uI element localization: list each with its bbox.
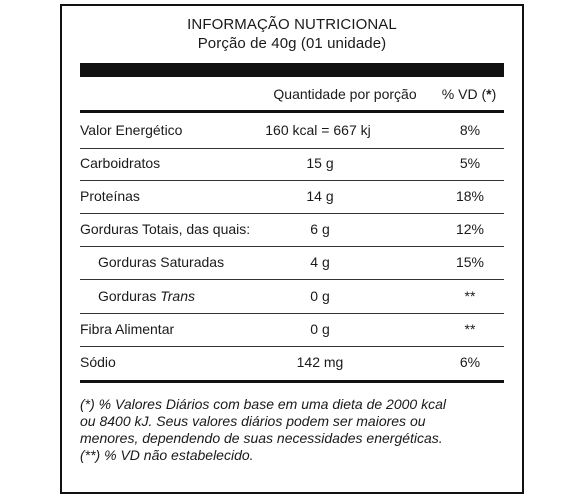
- footnote-line: ou 8400 kJ. Seus valores diários podem ser maiores ou: [80, 413, 426, 429]
- column-header-quantity: Quantidade por porção: [273, 86, 417, 102]
- row-divider: [80, 213, 504, 214]
- serving-size: Porção de 40g (01 unidade): [197, 35, 387, 52]
- nutrient-amount: 4 g: [310, 254, 330, 270]
- nutrient-name: Gorduras Saturadas: [98, 254, 225, 270]
- nutrient-name: Gorduras Totais, das quais:: [80, 221, 251, 237]
- nutrient-amount: 0 g: [310, 288, 330, 304]
- nutrient-name: Proteínas: [80, 188, 140, 204]
- nutrient-name: Fibra Alimentar: [80, 321, 175, 337]
- nutrient-daily-value: 15%: [455, 254, 485, 270]
- nutrient-amount: 160 kcal = 667 kj: [265, 122, 371, 138]
- nutrient-name-prefix: Gorduras: [98, 288, 161, 304]
- nutrient-amount: 0 g: [310, 321, 330, 337]
- footnote-line: (**) % VD não estabelecido.: [80, 447, 254, 463]
- label-title: INFORMAÇÃO NUTRICIONAL: [187, 16, 397, 33]
- nutrient-amount: 142 mg: [296, 354, 344, 370]
- row-divider: [80, 313, 504, 314]
- footer-divider: [80, 380, 504, 383]
- row-divider: [80, 148, 504, 149]
- footnote: [80, 396, 520, 464]
- row-divider: [80, 246, 504, 247]
- footnote-line: (*) % Valores Diários com base em uma dieta de 2000 kcal: [80, 396, 446, 412]
- header-divider: [80, 110, 504, 113]
- row-divider: [80, 279, 504, 280]
- footnote-line: menores, dependendo de suas necessidades energéticas.: [80, 430, 443, 446]
- nutrient-daily-value: 6%: [459, 354, 481, 370]
- column-header-daily-value: [434, 85, 504, 103]
- nutrient-amount: 6 g: [310, 221, 330, 237]
- row-divider: [80, 180, 504, 181]
- dv-header-prefix: % VD (: [441, 86, 487, 102]
- nutrient-daily-value: **: [464, 288, 476, 304]
- nutrient-name: Sódio: [80, 354, 116, 370]
- nutrient-daily-value: **: [464, 321, 476, 337]
- dv-header-suffix: ): [491, 86, 497, 102]
- nutrient-daily-value: 18%: [455, 188, 485, 204]
- nutrient-daily-value: 5%: [459, 155, 481, 171]
- header-black-bar: [80, 63, 504, 77]
- nutrient-amount: 15 g: [306, 155, 334, 171]
- nutrient-amount: 14 g: [306, 188, 334, 204]
- nutrient-daily-value: 8%: [459, 122, 481, 138]
- row-divider: [80, 346, 504, 347]
- nutrient-name: Valor Energético: [80, 122, 183, 138]
- nutrient-daily-value: 12%: [455, 221, 485, 237]
- nutrient-name: [98, 287, 195, 305]
- nutrient-name-italic: Trans: [160, 288, 195, 304]
- nutrient-name: Carboidratos: [80, 155, 161, 171]
- dv-header-marker: *: [486, 86, 492, 102]
- nutrition-facts-panel: [60, 4, 524, 494]
